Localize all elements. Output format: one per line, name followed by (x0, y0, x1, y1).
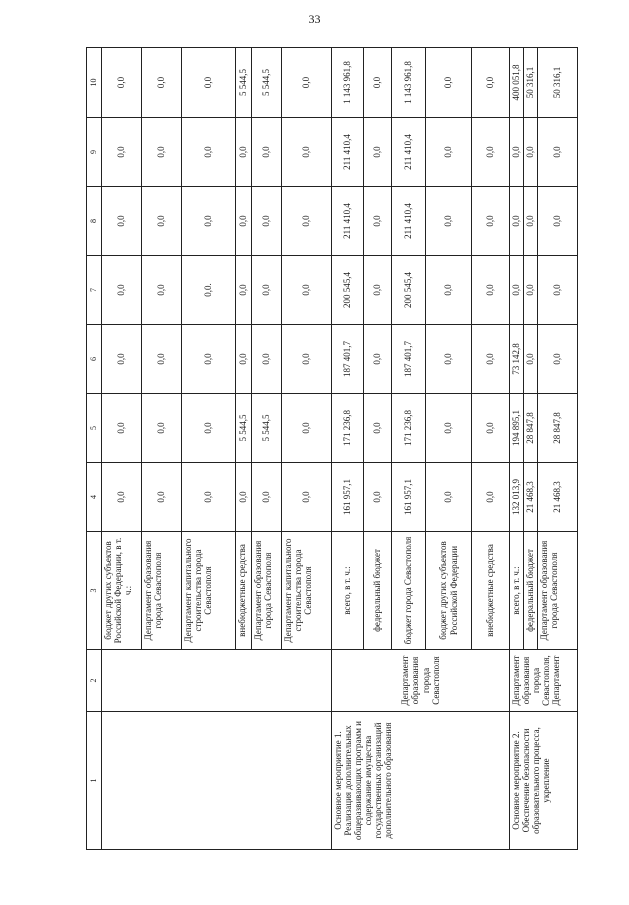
value-cell: 0,0 (426, 48, 472, 118)
value-cell: 0,0 (236, 118, 252, 187)
col-header-10: 10 (87, 48, 102, 118)
value-cell: 0,0 (102, 187, 142, 256)
value-cell: 0,0 (236, 463, 252, 532)
value-cell: 0,0 (472, 325, 510, 394)
col-header-8: 8 (87, 187, 102, 256)
value-cell: 0,0 (142, 187, 182, 256)
measure-2-name: Основное мероприятие 2. Обеспечение безопасности образовательного процесса, укрепление (510, 712, 578, 850)
value-cell: 0,0 (364, 394, 392, 463)
value-cell: 0,0 (102, 394, 142, 463)
budget-table (86, 47, 578, 850)
value-cell: 0,0 (510, 256, 524, 325)
value-cell: 194 895,1 (510, 394, 524, 463)
value-cell: 5 544,5 (252, 394, 282, 463)
value-cell: 0,0 (426, 463, 472, 532)
value-cell: 0,0 (282, 325, 332, 394)
funding-source: Департамент образования города Севастополя (538, 532, 578, 650)
col-header-9: 9 (87, 118, 102, 187)
value-cell: 0,0 (282, 118, 332, 187)
value-cell: 0,0 (102, 48, 142, 118)
funding-source: Департамент образования города Севастополя (142, 532, 182, 650)
funding-source: федеральный бюджет (364, 532, 392, 650)
value-cell: 0,0 (510, 118, 524, 187)
value-cell: 5 544,5 (252, 48, 282, 118)
value-cell: 211 410,4 (392, 118, 426, 187)
value-cell: 0,0 (182, 118, 236, 187)
value-cell: 0,0 (472, 187, 510, 256)
value-cell: 0,0 (102, 463, 142, 532)
value-cell: 0,0 (282, 256, 332, 325)
value-cell: 0,0 (364, 463, 392, 532)
value-cell: 0,0 (252, 256, 282, 325)
funding-source: всего, в т. ч.: (510, 532, 524, 650)
value-cell: 0,0 (426, 325, 472, 394)
col-header-3: 3 (87, 532, 102, 650)
value-cell: 50 316,1 (538, 48, 578, 118)
value-cell: 0,0 (252, 325, 282, 394)
value-cell: 211 410,4 (392, 187, 426, 256)
value-cell: 0,0 (142, 394, 182, 463)
value-cell: 28 847,8 (524, 394, 538, 463)
value-cell: 21 468,3 (524, 463, 538, 532)
value-cell: 0,0 (282, 463, 332, 532)
col-header-1: 1 (87, 712, 102, 850)
value-cell: 0,0 (182, 325, 236, 394)
value-cell: 161 957,1 (332, 463, 364, 532)
value-cell: 0,0 (426, 256, 472, 325)
value-cell: 0,0 (472, 394, 510, 463)
value-cell: 0,0 (524, 187, 538, 256)
value-cell: 0,0 (182, 187, 236, 256)
table-row (510, 48, 524, 850)
funding-source: внебюджетные средства (236, 532, 252, 650)
value-cell: 0,0 (236, 325, 252, 394)
value-cell: 0,0 (102, 325, 142, 394)
value-cell: 0,0 (142, 325, 182, 394)
value-cell: 1 143 961,8 (332, 48, 364, 118)
value-cell: 0,0 (142, 256, 182, 325)
funding-source: Департамент капитального строительства города Севастополя (182, 532, 236, 650)
value-cell: 0,0 (282, 48, 332, 118)
value-cell: 0,0 (538, 187, 578, 256)
measure-2-executor: Департамент образования города Севастополя, Департамент (510, 650, 578, 712)
value-cell: 0,0 (472, 118, 510, 187)
value-cell: 0,0 (236, 256, 252, 325)
value-cell: 0,0 (524, 118, 538, 187)
value-cell: 0,0 (182, 394, 236, 463)
value-cell: 187 401,7 (332, 325, 364, 394)
header-row (87, 48, 102, 850)
value-cell: 0,0 (426, 187, 472, 256)
value-cell: 0,0 (538, 118, 578, 187)
continuation-executor-cell (102, 650, 332, 712)
table-row (102, 48, 142, 850)
value-cell: 200 545,4 (392, 256, 426, 325)
col-header-4: 4 (87, 463, 102, 532)
value-cell: 161 957,1 (392, 463, 426, 532)
funding-source: бюджет города Севастополя (392, 532, 426, 650)
value-cell: 171 236,8 (392, 394, 426, 463)
value-cell: 0,0 (538, 256, 578, 325)
value-cell: 0,0 (472, 48, 510, 118)
funding-source: Департамент капитального строительства города Севастополя (282, 532, 332, 650)
value-cell: 0,0 (364, 118, 392, 187)
value-cell: 171 236,8 (332, 394, 364, 463)
table-row (332, 48, 364, 850)
funding-source: внебюджетные средства (472, 532, 510, 650)
value-cell: 0,0 (252, 187, 282, 256)
value-cell: 0,0 (142, 118, 182, 187)
value-cell: 0,0 (282, 187, 332, 256)
value-cell: 1 143 961,8 (392, 48, 426, 118)
value-cell: 5 544,5 (236, 394, 252, 463)
value-cell: 0,0 (426, 118, 472, 187)
funding-source: федеральный бюджет (524, 532, 538, 650)
value-cell: 21 468,3 (538, 463, 578, 532)
rotated-table-container (86, 48, 563, 850)
value-cell: 200 545,4 (332, 256, 364, 325)
measure-1-name: Основное мероприятие 1. Реализация дополнительных общеразвивающих программ и содержание имущества государственных организаций дополнительного образования (332, 712, 510, 850)
value-cell: 0,0 (102, 256, 142, 325)
value-cell: 0,0 (364, 325, 392, 394)
value-cell: 0,0 (472, 256, 510, 325)
value-cell: 0,0 (102, 118, 142, 187)
value-cell: 0,0 (524, 256, 538, 325)
continuation-measure-cell (102, 712, 332, 850)
value-cell: 5 544,5 (236, 48, 252, 118)
value-cell: 0,0 (142, 463, 182, 532)
value-cell: 400 051,8 (510, 48, 524, 118)
value-cell: 0,0. (182, 256, 236, 325)
value-cell: 0,0 (472, 463, 510, 532)
funding-source: Департамент образования города Севастополя (252, 532, 282, 650)
value-cell: 132 013,9 (510, 463, 524, 532)
value-cell: 211 410,4 (332, 118, 364, 187)
funding-source: бюджет других субъектов Российской Федерации, в т. ч.: (102, 532, 142, 650)
value-cell: 0,0 (236, 187, 252, 256)
funding-source: бюджет других субъектов Российской Федерации (426, 532, 472, 650)
value-cell: 0,0 (182, 48, 236, 118)
col-header-7: 7 (87, 256, 102, 325)
value-cell: 50 316,1 (524, 48, 538, 118)
page-number: 33 (308, 12, 321, 26)
col-header-6: 6 (87, 325, 102, 394)
value-cell: 73 142,8 (510, 325, 524, 394)
value-cell: 0,0 (364, 48, 392, 118)
value-cell: 187 401,7 (392, 325, 426, 394)
value-cell: 0,0 (252, 118, 282, 187)
value-cell: 0,0 (510, 187, 524, 256)
value-cell: 0,0 (252, 463, 282, 532)
value-cell: 0,0 (538, 325, 578, 394)
value-cell: 0,0 (426, 394, 472, 463)
funding-source: всего, в т. ч.: (332, 532, 364, 650)
measure-1-executor: Департамент образования города Севастополя (332, 650, 510, 712)
value-cell: 0,0 (282, 394, 332, 463)
value-cell: 0,0 (524, 325, 538, 394)
col-header-5: 5 (87, 394, 102, 463)
value-cell: 0,0 (142, 48, 182, 118)
value-cell: 28 847,8 (538, 394, 578, 463)
value-cell: 211 410,4 (332, 187, 364, 256)
value-cell: 0,0 (182, 463, 236, 532)
value-cell: 0,0 (364, 187, 392, 256)
value-cell: 0,0 (364, 256, 392, 325)
col-header-2: 2 (87, 650, 102, 712)
